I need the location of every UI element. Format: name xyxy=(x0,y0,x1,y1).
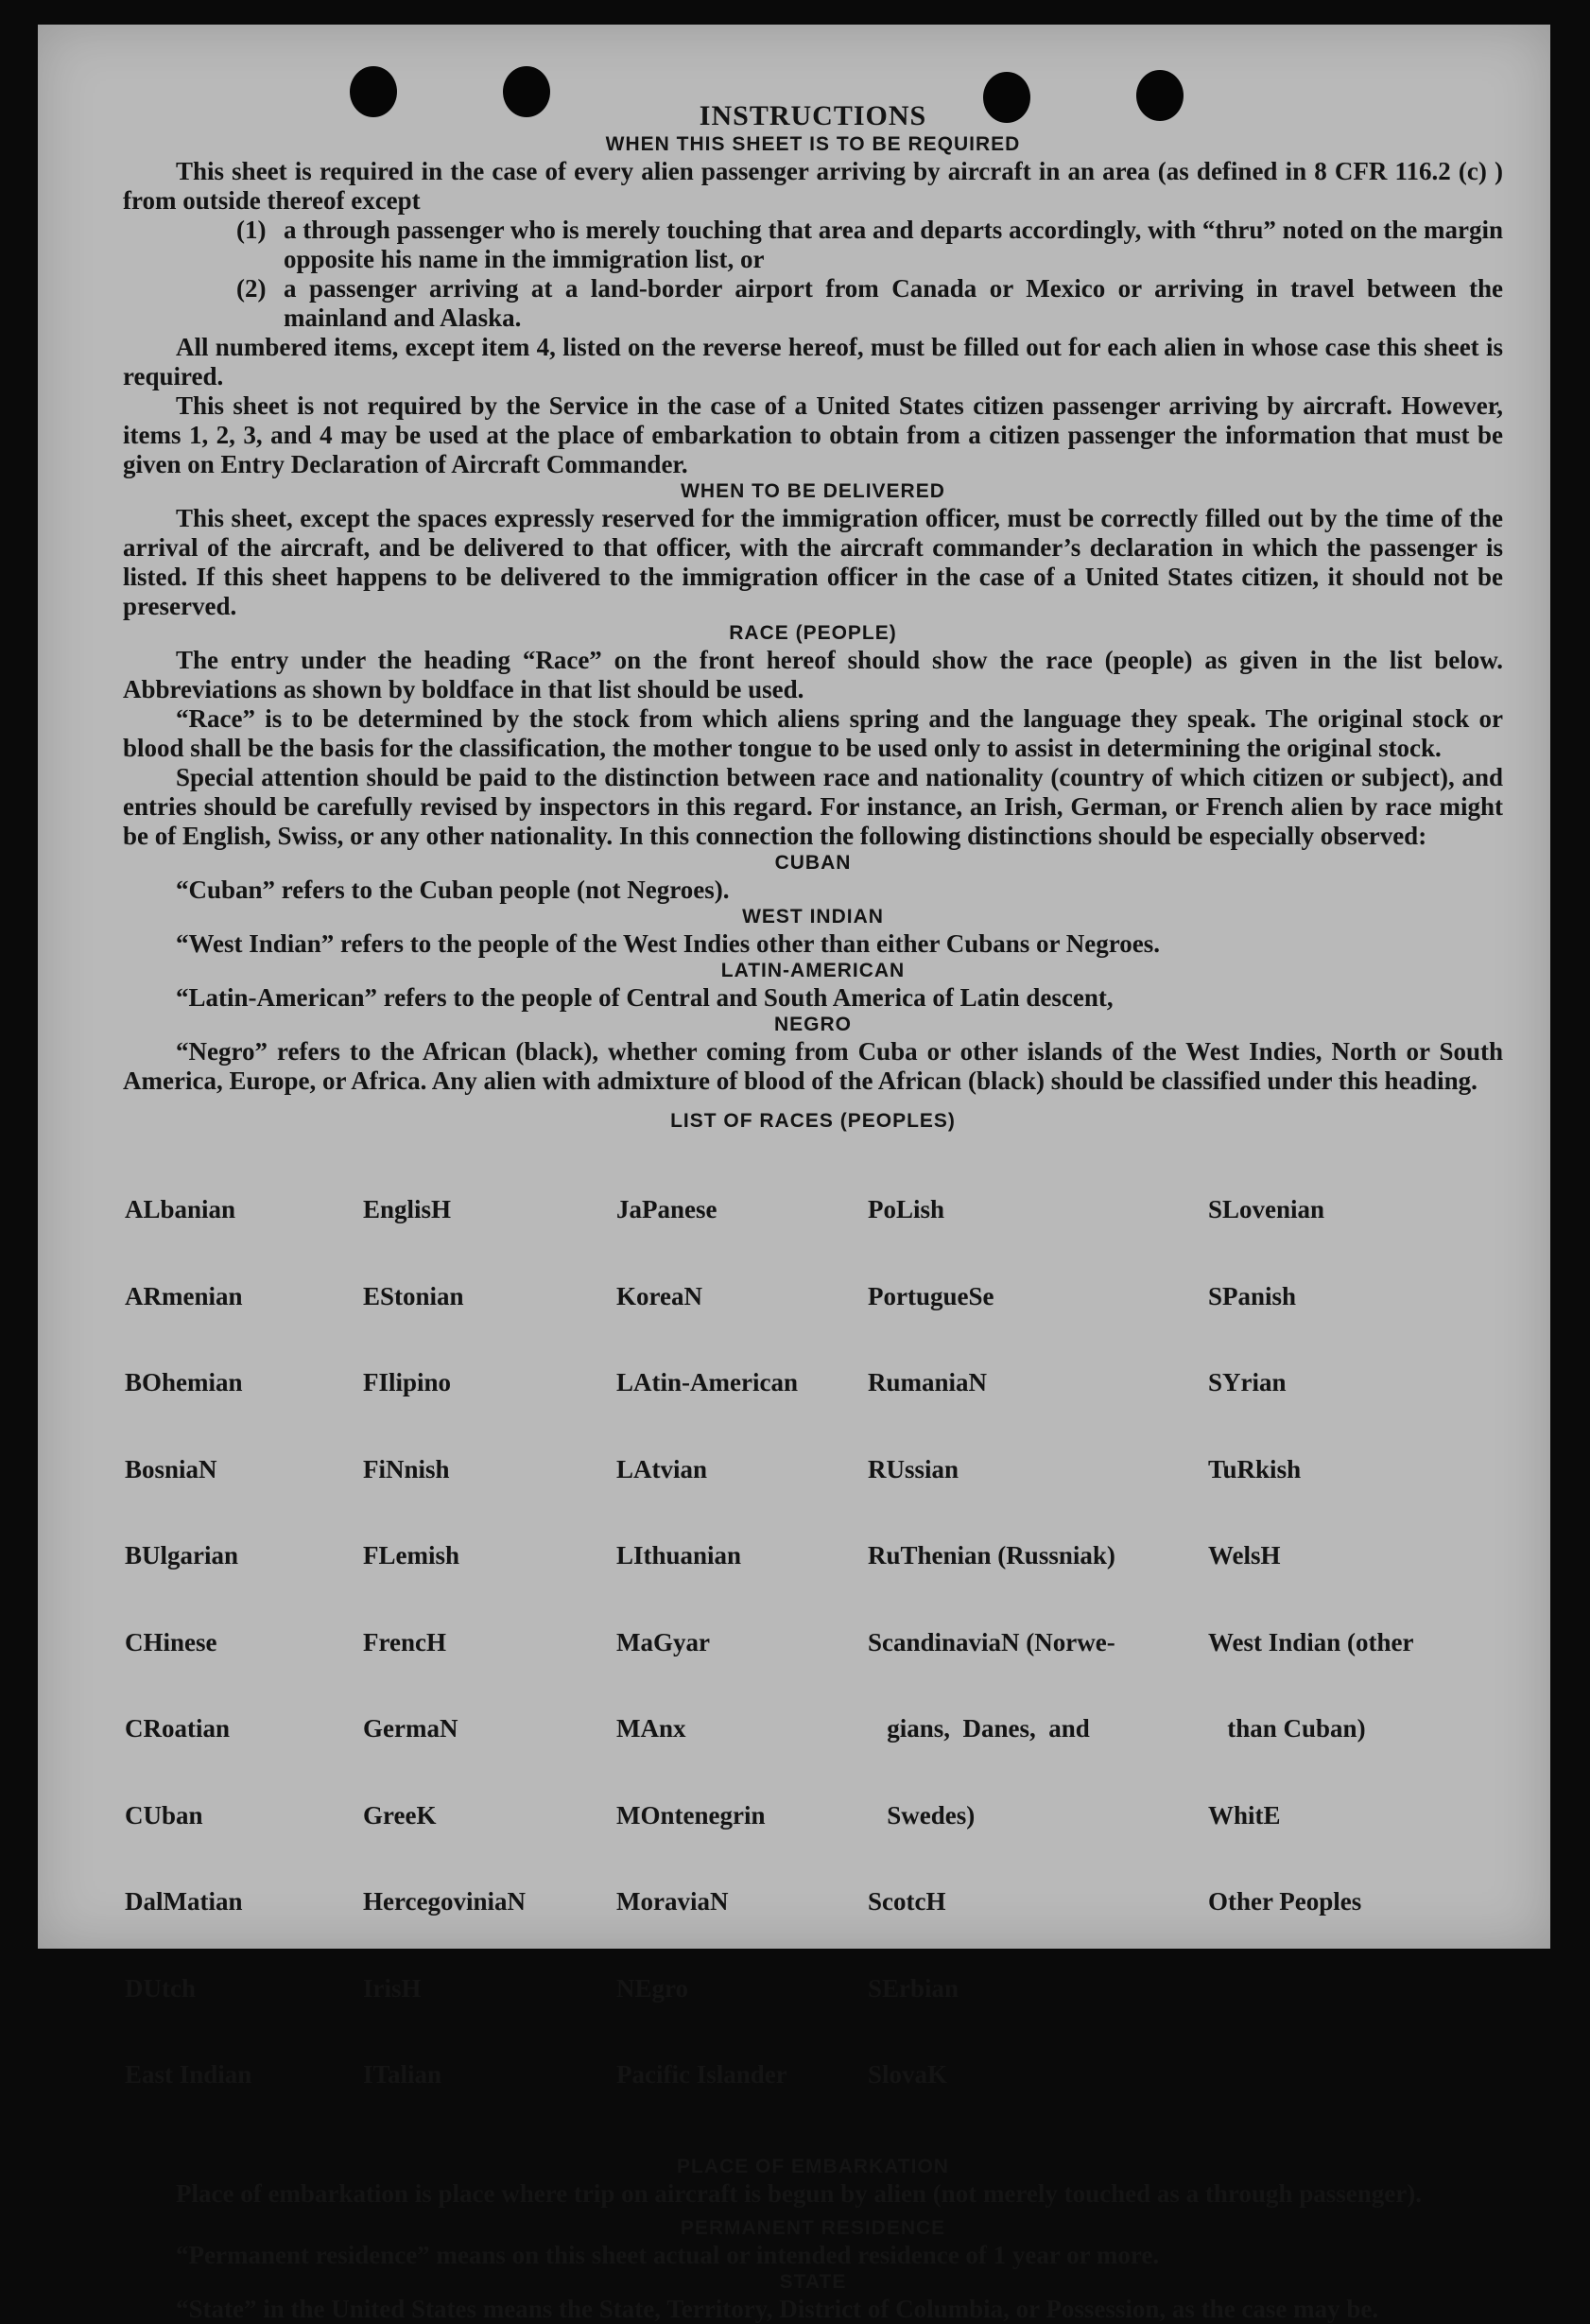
races-list xyxy=(125,1137,1503,2147)
race-item: FLemish xyxy=(363,1541,460,1570)
race-item: ScotcH xyxy=(868,1887,946,1916)
race-item: FrencH xyxy=(363,1627,446,1656)
section-title-delivered: WHEN TO BE DELIVERED xyxy=(681,480,945,502)
race-item: GermaN xyxy=(363,1714,458,1743)
race-paragraph-1: The entry under the heading “Race” on the front hereof should show the race (people) as given in the list below. Abbreviations as shown by boldface in that list should be used. xyxy=(123,646,1503,703)
latin-american-text: “Latin-American” refers to the people of Central and South America of Latin descent, xyxy=(176,983,1114,1012)
race-item: DUtch xyxy=(125,1973,196,2003)
race-item: gians, Danes, and xyxy=(868,1714,1090,1743)
race-item: TuRkish xyxy=(1208,1454,1302,1483)
race-item: ScandinaviaN (Norwe- xyxy=(868,1627,1115,1656)
west-indian-text: “West Indian” refers to the people of the West Indies other than either Cubans or Negroes. xyxy=(176,929,1161,958)
section-title-state: STATE xyxy=(779,2270,847,2293)
document-sheet xyxy=(38,25,1550,2323)
required-paragraph-2: All numbered items, except item 4, listed on the reverse hereof, must be filled out for each alien in whose case this sheet is required. xyxy=(123,333,1503,390)
race-item: IrisH xyxy=(363,1973,422,2003)
race-item: PoLish xyxy=(868,1195,945,1223)
race-item: BosniaN xyxy=(125,1454,217,1483)
race-item: CHinese xyxy=(125,1627,217,1656)
race-item: Swedes) xyxy=(868,1800,976,1830)
exception-item xyxy=(123,216,1503,274)
section-title-permanent-residence: PERMANENT RESIDENCE xyxy=(680,2216,946,2239)
race-item: SErbian xyxy=(868,1973,959,2003)
race-item: Pacific Islander xyxy=(616,2060,787,2089)
cuban-text: “Cuban” refers to the Cuban people (not Negroes). xyxy=(176,876,730,904)
race-item: MaGyar xyxy=(616,1627,710,1656)
race-column xyxy=(363,1137,616,2147)
race-item: EStonian xyxy=(363,1281,464,1310)
embarkation-text: Place of embarkation is place where trip on aircraft is begun by alien (not merely touched as a through passenger). xyxy=(176,2178,1422,2208)
race-item: RuThenian (Russniak) xyxy=(868,1541,1115,1570)
section-title-race: RACE (PEOPLE) xyxy=(729,622,897,644)
race-item: EnglisH xyxy=(363,1195,452,1223)
race-item: FiNnish xyxy=(363,1454,450,1483)
race-item: LAtvian xyxy=(616,1454,708,1483)
race-item: ALbanian xyxy=(125,1195,236,1223)
race-item: RUssian xyxy=(868,1454,959,1483)
race-column xyxy=(1208,1137,1492,2147)
race-item: MoraviaN xyxy=(616,1887,729,1916)
race-item: SYrian xyxy=(1208,1368,1287,1396)
exception-number: (2) xyxy=(236,274,267,303)
exception-number: (1) xyxy=(236,216,267,244)
permanent-residence-text: “Permanent residence” means on this sheet actual or intended residence of 1 year or more. xyxy=(176,2240,1160,2269)
race-column xyxy=(868,1137,1208,2147)
section-title-required: WHEN THIS SHEET IS TO BE REQUIRED xyxy=(605,133,1021,155)
race-item: BOhemian xyxy=(125,1368,243,1396)
instructions-body xyxy=(123,100,1503,2324)
race-item: MOntenegrin xyxy=(616,1800,766,1830)
race-item: CUban xyxy=(125,1800,203,1830)
race-item: FIlipino xyxy=(363,1368,452,1396)
race-column xyxy=(125,1137,363,2147)
race-item: GreeK xyxy=(363,1800,437,1830)
race-item: KoreaN xyxy=(616,1281,702,1310)
race-paragraph-3: Special attention should be paid to the distinction between race and nationality (country of which citizen or subject), and entries should be carefully revised by inspectors in this regard. For instance, an Irish, German, or French alien by race might be of English, Swiss, or any other nationality. In this connection the following distinctions should be especially observed: xyxy=(123,763,1503,850)
section-title-embarkation: PLACE OF EMBARKATION xyxy=(677,2155,949,2177)
race-item: SLovenian xyxy=(1208,1195,1325,1223)
race-item: Other Peoples xyxy=(1208,1887,1362,1916)
race-item: BUlgarian xyxy=(125,1541,239,1570)
state-text: “State” in the United States means the State, Territory, District of Columbia, or Possession, as the case may be. xyxy=(176,2294,1379,2323)
race-item: ARmenian xyxy=(125,1281,243,1310)
race-column xyxy=(616,1137,868,2147)
race-item: WelsH xyxy=(1208,1541,1281,1570)
race-item: East Indian xyxy=(125,2060,252,2089)
race-item: SlovaK xyxy=(868,2060,948,2089)
section-title-west-indian: WEST INDIAN xyxy=(742,906,884,928)
section-title-negro: NEGRO xyxy=(773,1014,852,1035)
race-paragraph-2: “Race” is to be determined by the stock from which aliens spring and the language they speak. The original stock or blood shall be the basis for the classification, the mother tongue to be used only to assist in determining the original stock. xyxy=(123,704,1503,762)
delivered-text: This sheet, except the spaces expressly reserved for the immigration officer, must be correctly filled out by the time of the arrival of the aircraft, and be delivered to that officer, with the aircraft commander’s declaration in which the passenger is listed. If this sheet happens to be delivered to the immigration officer in the case of a United States citizen, it should not be preserved. xyxy=(123,504,1503,620)
required-paragraph-3: This sheet is not required by the Service in the case of a United States citizen passenger arriving by aircraft. However, items 1, 2, 3, and 4 may be used at the place of embarkation to obtain from a citizen passenger the information that must be given on Entry Declaration of Aircraft Commander. xyxy=(123,391,1503,478)
race-item: RumaniaN xyxy=(868,1368,988,1396)
race-item: PortugueSe xyxy=(868,1281,994,1310)
race-item: ITalian xyxy=(363,2060,442,2089)
race-item: WhitE xyxy=(1208,1800,1281,1830)
race-item: JaPanese xyxy=(616,1195,717,1223)
section-title-list-of-races: LIST OF RACES (PEOPLES) xyxy=(670,1110,956,1132)
race-item: SPanish xyxy=(1208,1281,1297,1310)
required-intro: This sheet is required in the case of every alien passenger arriving by aircraft in an area (as defined in 8 CFR 116.2 (c) ) from outside thereof except xyxy=(123,157,1503,215)
race-item: LAtin-American xyxy=(616,1368,798,1396)
race-item: NEgro xyxy=(616,1973,689,2003)
race-item: MAnx xyxy=(616,1714,686,1743)
exception-text: a passenger arriving at a land-border airport from Canada or Mexico or arriving in travel between the mainland and Alaska. xyxy=(284,274,1503,332)
exception-item xyxy=(123,274,1503,333)
section-title-latin-american: LATIN-AMERICAN xyxy=(720,960,906,981)
race-item: CRoatian xyxy=(125,1714,231,1743)
race-item: LIthuanian xyxy=(616,1541,742,1570)
page-title: INSTRUCTIONS xyxy=(699,100,927,131)
race-item: HercegoviniaN xyxy=(363,1887,526,1916)
race-item: than Cuban) xyxy=(1208,1714,1366,1743)
race-item: DalMatian xyxy=(125,1887,243,1916)
section-title-cuban: CUBAN xyxy=(774,852,852,874)
race-item: West Indian (other xyxy=(1208,1627,1414,1656)
negro-text: “Negro” refers to the African (black), whether coming from Cuba or other islands of the West Indies, North or South America, Europe, or Africa. Any alien with admixture of blood of the African (black) should be classified under this heading. xyxy=(123,1037,1503,1095)
exception-text: a through passenger who is merely touching that area and departs accordingly, with “thru” noted on the margin opposite his name in the immigration list, or xyxy=(284,216,1503,273)
